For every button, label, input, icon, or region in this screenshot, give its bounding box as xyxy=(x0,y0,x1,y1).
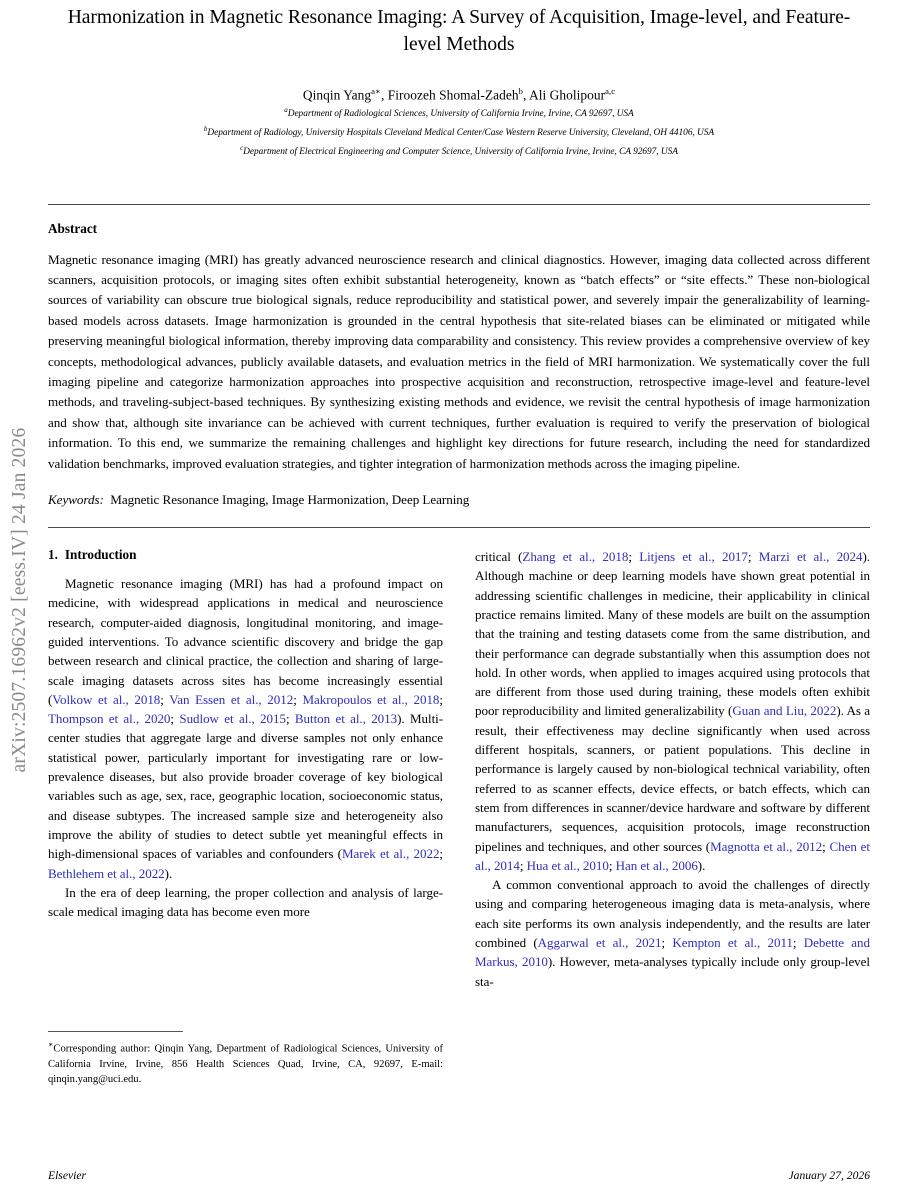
citation-link[interactable]: Han et al., 2006 xyxy=(615,857,698,873)
citation-link[interactable]: Debette and Markus, 2010 xyxy=(475,935,870,970)
affiliation-text-b: Department of Radiology, University Hospitals Cleveland Medical Center/Case Western Reserve University, Cleveland, OH 44106, USA xyxy=(207,128,715,139)
author-name-2: Firoozeh Shomal-Zadeh xyxy=(387,87,519,103)
citation-link[interactable]: Hua et al., 2010 xyxy=(526,857,609,873)
publisher-label: Elsevier xyxy=(48,1169,86,1182)
affiliation-marker-b: b xyxy=(203,125,208,134)
citation-separator: ; xyxy=(661,935,673,951)
paragraph-text: Magnetic resonance imaging (MRI) has had a profound impact on medicine, with widespread applications in medical and neuroscience research, computer-aided diagnosis, longitudinal monitoring, and image-guided interventions. To advance scientific discovery and bridge the gap between research and clinical practice, the collection and sharing of large-scale imaging datasets across sites has become increasingly essential ( xyxy=(48,576,443,707)
citation-link[interactable]: Guan and Liu, 2022 xyxy=(732,703,837,719)
author-line xyxy=(48,86,870,103)
paragraph xyxy=(48,574,443,883)
paragraph-text: ). Although machine or deep learning models have shown great potential in addressing scientific challenges in medicine, their applicability in clinical practice remains limited. Many of these models are built on the assumption that the training and testing datasets come from the same distribution, and their performance can degrade substantially when this assumption does not hold. In other words, when applied to images acquired using protocols that are different from those used during training, these models often exhibit poor reproducibility and limited generalizability ( xyxy=(475,549,870,719)
author-affil-marker-2: b xyxy=(518,86,523,96)
citation-link[interactable]: Button et al., 2013 xyxy=(294,711,398,727)
abstract-text: Magnetic resonance imaging (MRI) has greatly advanced neuroscience research and clinical diagnostics. However, imaging data collected across different scanners, acquisition protocols, or imaging sites often exhibit substantial heterogeneity, known as “batch effects” or “site effects.” These non-biological sources of variability can obscure true biological signals, reduce reproducibility and statistical power, and severely impair the generalizability of learning-based models across datasets. Image harmonization is grounded in the central hypothesis that site-related biases can be eliminated or mitigated while preserving meaningful biological information, thereby improving data comparability and consistency. This review provides a comprehensive overview of key concepts, methodological advances, publicly available datasets, and evaluation metrics in the field of MRI harmonization. We systematically cover the full imaging pipeline and categorize harmonization approaches into prospective acquisition and reconstruction, retrospective image-level and feature-level methods, and traveling-subject-based techniques. By synthesizing existing methods and evidence, we revisit the central hypothesis of image harmonization and show that, although site invariance can be achieved with current techniques, further evaluation is required to verify the preservation of biological information. To this end, we summarize the remaining challenges and highlight key directions for future research, including the need for standardized validation benchmarks, improved evaluation strategies, and tighter integration of harmonization methods across the imaging pipeline. xyxy=(48,251,870,471)
citation-link[interactable]: Litjens et al., 2017 xyxy=(639,549,748,565)
citation-link[interactable]: Magnotta et al., 2012 xyxy=(710,838,823,854)
section-title: Introduction xyxy=(64,547,137,563)
affiliation-a xyxy=(48,103,870,122)
affiliation-b xyxy=(48,122,870,141)
paragraph-text: ). Multi-center studies that aggregate large and diverse samples not only enhance statistical power, particularly important for investigating rare or low-prevalence diseases, but also provide broader coverage of key biological variables such as age, sex, race, geographic location, socioeconomic status, and disease subtypes. The increased sample size and heterogeneity also improve the ability of studies to detect subtle yet meaningful effects in high-dimensional spaces of variables and confounders ( xyxy=(48,711,444,862)
title-block xyxy=(48,0,870,160)
footnote-rule xyxy=(48,1031,183,1032)
citation-separator: ; xyxy=(519,857,527,873)
citation-separator: ; xyxy=(285,711,295,727)
citation-link[interactable]: Sudlow et al., 2015 xyxy=(179,711,286,727)
footer-date: January 27, 2026 xyxy=(788,1169,870,1182)
citation-link[interactable]: Makropoulos et al., 2018 xyxy=(302,691,440,707)
keywords-value: Magnetic Resonance Imaging, Image Harmonization, Deep Learning xyxy=(110,492,470,508)
citation-separator: ; xyxy=(792,935,804,951)
abstract-heading: Abstract xyxy=(48,220,98,236)
abstract-top-rule xyxy=(48,204,870,205)
citation-link[interactable]: Marzi et al., 2024 xyxy=(758,549,863,565)
paragraph-text: ). xyxy=(164,865,173,881)
author-name-3: Ali Gholipour xyxy=(529,87,606,103)
author-affil-marker-3: a,c xyxy=(605,86,616,96)
section-number: 1. xyxy=(48,547,58,563)
footnote-text xyxy=(48,1037,443,1087)
section-heading-introduction xyxy=(48,547,443,563)
citation-link[interactable]: Chen et al., 2014 xyxy=(475,838,870,873)
keywords-line xyxy=(48,492,870,508)
page-title: Harmonization in Magnetic Resonance Imaging: A Survey of Acquisition, Image-level, and Feature-level Methods xyxy=(67,7,851,55)
footnote-body: Corresponding author: Qinqin Yang, Department of Radiological Sciences, University of California Irvine, Irvine, 856 Health Sciences Quad, Irvine, CA, 92697, E-mail: qinqin.yang@uci.edu. xyxy=(48,1043,443,1085)
affiliation-marker-a: a xyxy=(284,106,288,115)
citation-separator: ; xyxy=(628,549,640,565)
citation-separator: ; xyxy=(608,857,616,873)
paper-page xyxy=(48,0,870,1200)
affiliation-c xyxy=(48,141,870,160)
paragraph-text: ). As a result, their effectiveness may decline significantly when used across different hospitals, scanners, or patient populations. This decline in performance is largely caused by non-biological technical variability, often referred to as scanner effects, device effects, or batch effects, which can stem from differences in scanner/device hardware and software by different manufacturers, sequences, acquisition protocols, image reconstruction pipelines and techniques, and other sources ( xyxy=(475,703,870,854)
left-column xyxy=(48,547,443,1087)
author-separator-2: , xyxy=(522,87,529,103)
author-affil-marker-1: a∗ xyxy=(371,86,381,96)
arxiv-stamp-text: arXiv:2507.16962v2 [eess.IV] 24 Jan 2026 xyxy=(9,427,30,773)
paragraph xyxy=(475,875,870,991)
citation-separator: ; xyxy=(170,711,180,727)
citation-separator: ; xyxy=(822,838,830,854)
paragraph-text: ). However, meta-analyses typically include only group-level sta- xyxy=(475,954,870,989)
citation-separator: ; xyxy=(439,846,443,862)
citation-separator: ; xyxy=(293,691,303,707)
author-name-1: Qinqin Yang xyxy=(302,87,372,103)
citation-link[interactable]: Zhang et al., 2018 xyxy=(522,549,629,565)
keywords-label: Keywords: xyxy=(48,492,104,508)
citation-link[interactable]: Van Essen et al., 2012 xyxy=(169,691,294,707)
page-footer xyxy=(48,1169,870,1182)
citation-link[interactable]: Volkow et al., 2018 xyxy=(52,691,161,707)
citation-link[interactable]: Thompson et al., 2020 xyxy=(48,711,171,727)
citation-separator: ; xyxy=(160,691,170,707)
author-separator-1: , xyxy=(380,87,388,103)
footnote-marker: ∗ xyxy=(48,1039,54,1049)
citation-link[interactable]: Aggarwal et al., 2021 xyxy=(537,935,662,951)
body-columns xyxy=(48,547,870,1087)
citation-separator: ; xyxy=(747,549,759,565)
footnote-zone xyxy=(48,1031,443,1087)
citation-link[interactable]: Marek et al., 2022 xyxy=(341,846,440,862)
abstract-block xyxy=(48,221,870,508)
paragraph xyxy=(475,547,870,875)
citation-link[interactable]: Bethlehem et al., 2022 xyxy=(48,865,165,881)
paragraph-text: critical ( xyxy=(475,549,523,565)
affiliation-text-a: Department of Radiological Sciences, University of California Irvine, Irvine, CA 92697, USA xyxy=(287,109,634,120)
arxiv-stamp xyxy=(0,0,40,1200)
citation-link[interactable]: Kempton et al., 2011 xyxy=(672,935,793,951)
paragraph-text: A common conventional approach to avoid the challenges of directly using and comparing heterogeneous imaging data is meta-analysis, where each site performs its own analysis independently, and the results are later combined ( xyxy=(475,877,870,951)
paragraph-text: ). xyxy=(697,857,706,873)
citation-separator: ; xyxy=(439,691,443,707)
paragraph: In the era of deep learning, the proper collection and analysis of large-scale medical imaging data has become even more xyxy=(48,884,443,920)
right-column xyxy=(475,547,870,1087)
affiliation-text-c: Department of Electrical Engineering and Computer Science, University of California Irvine, Irvine, CA 92697, USA xyxy=(243,147,678,158)
affiliation-marker-c: c xyxy=(240,143,244,152)
abstract-bottom-rule xyxy=(48,527,870,528)
